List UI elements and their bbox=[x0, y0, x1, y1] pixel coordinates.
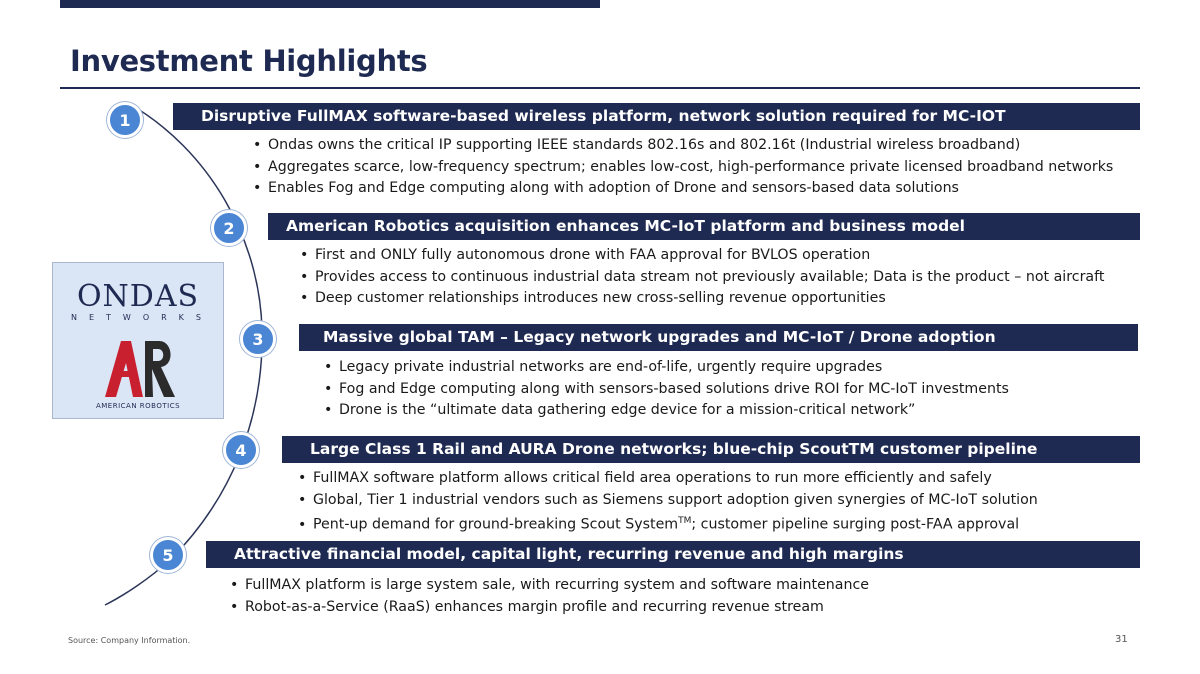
section-number-3: 3 bbox=[240, 321, 276, 357]
page-title: Investment Highlights bbox=[70, 44, 428, 78]
bullet-item: • Fog and Edge computing along with sensors-based solutions drive ROI for MC-IoT investments bbox=[324, 380, 1009, 397]
ondas-logo-text: ONDAS bbox=[76, 279, 200, 314]
bullet-item: • Deep customer relationships introduces new cross-selling revenue opportunities bbox=[300, 290, 886, 306]
section-heading-3: Massive global TAM – Legacy network upgrades and MC-IoT / Drone adoption bbox=[299, 324, 1138, 351]
bullet-item: • Enables Fog and Edge computing along with adoption of Drone and sensors-based data solutions bbox=[253, 180, 959, 196]
bullet-item: • Pent-up demand for ground-breaking Scout System™; customer pipeline surging post-FAA approval bbox=[298, 516, 1020, 533]
section-number-1: 1 bbox=[107, 102, 143, 138]
section-bullets-4 bbox=[298, 468, 1038, 536]
page-number: 31 bbox=[1115, 634, 1128, 645]
bullet-item: • Ondas owns the critical IP supporting IEEE standards 802.16s and 802.16t (Industrial wireless broadband) bbox=[253, 137, 1021, 153]
section-number-5: 5 bbox=[150, 537, 186, 573]
section-bullets-5 bbox=[230, 575, 869, 618]
bullet-item: • Provides access to continuous industrial data stream not previously available; Data is the product – not aircraft bbox=[300, 268, 1105, 285]
source-note: Source: Company Information. bbox=[68, 636, 191, 645]
section-bullets-1 bbox=[253, 135, 1113, 200]
bullet-item: • FullMAX platform is large system sale, with recurring system and software maintenance bbox=[230, 577, 870, 593]
bullet-item: • Global, Tier 1 industrial vendors such as Siemens support adoption given synergies of MC-IoT solution bbox=[298, 491, 1038, 508]
american-robotics-logo-text: AMERICAN ROBOTICS bbox=[95, 402, 181, 410]
networks-logo-text: NETWORKS bbox=[70, 313, 213, 322]
bullet-item: • First and ONLY fully autonomous drone with FAA approval for BVLOS operation bbox=[300, 247, 871, 263]
american-robotics-logo-icon bbox=[101, 335, 177, 397]
section-bullets-3 bbox=[324, 357, 1009, 422]
section-heading-5: Attractive financial model, capital light, recurring revenue and high margins bbox=[206, 541, 1140, 568]
section-number-4: 4 bbox=[223, 432, 259, 468]
bullet-item: • Robot-as-a-Service (RaaS) enhances margin profile and recurring revenue stream bbox=[230, 598, 824, 615]
section-heading-1: Disruptive FullMAX software-based wireless platform, network solution required for MC-IOT bbox=[173, 103, 1140, 130]
bullet-item: • Drone is the “ultimate data gathering edge device for a mission-critical network” bbox=[324, 402, 916, 418]
company-logo-panel bbox=[52, 262, 224, 419]
section-heading-4: Large Class 1 Rail and AURA Drone networks; blue-chip ScoutTM customer pipeline bbox=[282, 436, 1140, 463]
section-heading-2: American Robotics acquisition enhances MC-IoT platform and business model bbox=[268, 213, 1140, 240]
bullet-item: • Legacy private industrial networks are end-of-life, urgently require upgrades bbox=[324, 359, 883, 375]
section-bullets-2 bbox=[300, 245, 1104, 310]
section-number-2: 2 bbox=[211, 210, 247, 246]
bullet-item: • Aggregates scarce, low-frequency spectrum; enables low-cost, high-performance private licensed broadband networks bbox=[253, 158, 1114, 175]
bullet-item: • FullMAX software platform allows critical field area operations to run more efficiently and safely bbox=[298, 470, 992, 486]
